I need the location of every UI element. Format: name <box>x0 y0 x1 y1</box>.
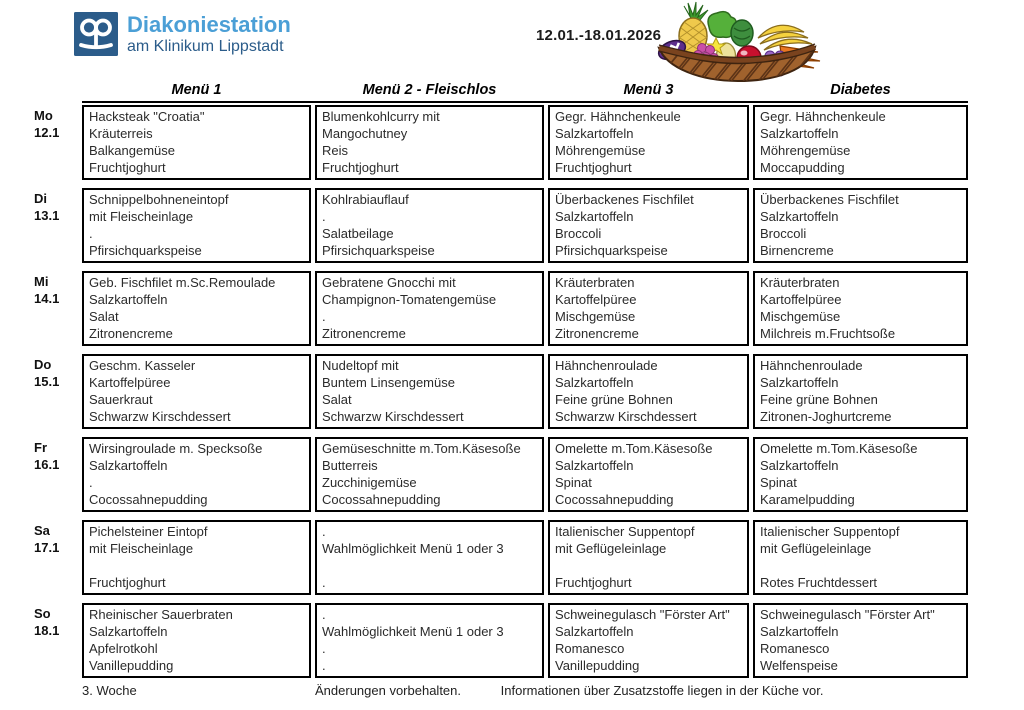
menu-item-line <box>89 557 305 574</box>
menu-item-line: Zitronencreme <box>322 326 406 341</box>
menu-cell <box>548 603 749 678</box>
day-label <box>34 188 78 263</box>
menu-item-line: Salat <box>89 309 119 324</box>
menu-item-line: Gebratene Gnocchi mit <box>322 275 456 290</box>
menu-item-line: Salzkartoffeln <box>760 458 839 473</box>
column-header-menu-3: Menü 3 <box>623 82 674 98</box>
menu-item-line: Zitronencreme <box>555 326 639 341</box>
menu-item-line: Schweinegulasch "Förster Art" <box>555 607 730 622</box>
menu-item-line: . <box>322 641 326 656</box>
fruit-basket-image <box>654 0 822 82</box>
menu-item-line: Überbackenes Fischfilet <box>760 192 899 207</box>
menu-cell <box>315 188 544 263</box>
menu-item-line: Milchreis m.Fruchtsoße <box>760 326 896 341</box>
column-header-diabetes: Diabetes <box>830 82 891 98</box>
note-changes: Änderungen vorbehalten. <box>315 683 462 698</box>
menu-item-line: Sauerkraut <box>89 392 153 407</box>
menu-item-line: Gegr. Hähnchenkeule <box>555 109 681 124</box>
logo <box>74 12 291 56</box>
menu-item-line: Salzkartoffeln <box>760 209 839 224</box>
menu-cell <box>315 603 544 678</box>
menu-item-line: Italienischer Suppentopf <box>760 524 900 539</box>
day-date: 14.1 <box>34 291 60 306</box>
menu-item-line <box>555 557 743 574</box>
menu-item-line: . <box>89 475 93 490</box>
menu-item-line: Butterreis <box>322 458 378 473</box>
menu-item-line: Salzkartoffeln <box>89 292 168 307</box>
menu-grid-body <box>34 105 968 678</box>
menu-item-line: Zitronen-Joghurtcreme <box>760 409 892 424</box>
day-label <box>34 271 78 346</box>
menu-item-line: Salzkartoffeln <box>760 126 839 141</box>
menu-item-line: . <box>322 524 326 539</box>
day-date: 15.1 <box>34 374 60 389</box>
menu-item-line: Schwarzw Kirschdessert <box>555 409 697 424</box>
logo-title: Diakoniestation <box>127 12 291 37</box>
menu-item-line: Rotes Fruchtdessert <box>760 575 878 590</box>
menu-item-line: Salatbeilage <box>322 226 394 241</box>
menu-item-line: Romanesco <box>760 641 830 656</box>
menu-cell <box>548 437 749 512</box>
menu-item-line: Vanillepudding <box>89 658 174 673</box>
menu-item-line: Omelette m.Tom.Käsesoße <box>760 441 918 456</box>
menu-item-line: Cocossahnepudding <box>322 492 441 507</box>
menu-item-line: Hacksteak "Croatia" <box>89 109 205 124</box>
menu-item-line: Möhrengemüse <box>555 143 646 158</box>
day-abbr: Sa <box>34 523 50 538</box>
menu-table <box>34 82 968 699</box>
menu-item-line <box>760 557 962 574</box>
menu-cell <box>82 354 311 429</box>
menu-cell <box>548 354 749 429</box>
menu-item-line: mit Geflügeleinlage <box>760 541 872 556</box>
menu-item-line: Omelette m.Tom.Käsesoße <box>555 441 713 456</box>
logo-text <box>127 12 291 56</box>
menu-item-line: Salzkartoffeln <box>555 375 634 390</box>
menu-item-line: Kräuterbraten <box>760 275 840 290</box>
column-header-menu-1: Menü 1 <box>171 82 222 98</box>
menu-item-line: Birnencreme <box>760 243 834 258</box>
footer-notes <box>315 683 968 699</box>
menu-item-line: . <box>322 309 326 324</box>
menu-cell <box>82 188 311 263</box>
menu-item-line: Pfirsichquarkspeise <box>555 243 668 258</box>
menu-item-line: Schnippelbohneneintopf <box>89 192 229 207</box>
menu-item-line: Broccoli <box>555 226 602 241</box>
menu-cell <box>82 520 311 595</box>
menu-item-line: Salzkartoffeln <box>555 209 634 224</box>
menu-item-line: Fruchtjoghurt <box>89 575 166 590</box>
menu-item-line: Salzkartoffeln <box>89 458 168 473</box>
menu-item-line: Zitronencreme <box>89 326 173 341</box>
menu-item-line: Apfelrotkohl <box>89 641 158 656</box>
menu-cell <box>315 271 544 346</box>
menu-item-line: Spinat <box>760 475 797 490</box>
day-abbr: Do <box>34 357 52 372</box>
menu-item-line: Kräuterreis <box>89 126 153 141</box>
day-label <box>34 520 78 595</box>
menu-item-line: Kartoffelpüree <box>760 292 842 307</box>
menu-item-line: Pfirsichquarkspeise <box>322 243 435 258</box>
menu-item-line: Geb. Fischfilet m.Sc.Remoulade <box>89 275 276 290</box>
day-date: 17.1 <box>34 540 60 555</box>
menu-item-line: Schwarzw Kirschdessert <box>89 409 231 424</box>
menu-item-line: Kräuterbraten <box>555 275 635 290</box>
menu-cell <box>753 437 968 512</box>
menu-item-line: Kartoffelpüree <box>89 375 171 390</box>
menu-cell <box>315 437 544 512</box>
note-additives: Informationen über Zusatzstoffe liegen in der Küche vor. <box>500 683 824 698</box>
menu-cell <box>548 271 749 346</box>
menu-cell <box>82 105 311 180</box>
day-date: 13.1 <box>34 208 60 223</box>
menu-cell <box>548 105 749 180</box>
menu-item-line: Cocossahnepudding <box>555 492 674 507</box>
menu-cell <box>82 271 311 346</box>
menu-item-line: . <box>89 226 93 241</box>
day-date: 12.1 <box>34 125 60 140</box>
menu-item-line: Salzkartoffeln <box>760 375 839 390</box>
day-label <box>34 105 78 180</box>
menu-item-line: mit Fleischeinlage <box>89 209 194 224</box>
date-range: 12.01.-18.01.2026 <box>536 27 662 44</box>
header-spacer <box>34 82 78 101</box>
week-label: 3. Woche <box>82 683 137 698</box>
menu-item-line: Fruchtjoghurt <box>89 160 166 175</box>
menu-item-line: Wahlmöglichkeit Menü 1 oder 3 <box>322 541 504 556</box>
menu-cell <box>753 271 968 346</box>
menu-item-line: Pfirsichquarkspeise <box>89 243 202 258</box>
kronenkreuz-icon <box>74 12 118 56</box>
menu-item-line: mit Fleischeinlage <box>89 541 194 556</box>
day-abbr: Mi <box>34 274 49 289</box>
menu-item-line: Salzkartoffeln <box>760 624 839 639</box>
menu-cell <box>82 603 311 678</box>
menu-cell <box>753 603 968 678</box>
menu-item-line: Wirsingroulade m. Specksoße <box>89 441 263 456</box>
menu-cell <box>753 354 968 429</box>
menu-cell <box>548 520 749 595</box>
menu-item-line: Balkangemüse <box>89 143 175 158</box>
menu-item-line: Nudeltopf mit <box>322 358 399 373</box>
menu-item-line: Geschm. Kasseler <box>89 358 196 373</box>
menu-item-line: Gegr. Hähnchenkeule <box>760 109 886 124</box>
menu-item-line: Feine grüne Bohnen <box>555 392 673 407</box>
menu-item-line: Broccoli <box>760 226 807 241</box>
day-label <box>34 437 78 512</box>
menu-item-line: Reis <box>322 143 349 158</box>
menu-item-line: Spinat <box>555 475 592 490</box>
day-label <box>34 603 78 678</box>
menu-item-line: Vanillepudding <box>555 658 640 673</box>
menu-item-line: Salzkartoffeln <box>555 458 634 473</box>
menu-item-line: Rheinischer Sauerbraten <box>89 607 233 622</box>
menu-item-line: mit Geflügeleinlage <box>555 541 667 556</box>
menu-item-line: . <box>322 209 326 224</box>
day-abbr: Fr <box>34 440 47 455</box>
menu-item-line: Romanesco <box>555 641 625 656</box>
menu-item-line: Wahlmöglichkeit Menü 1 oder 3 <box>322 624 504 639</box>
menu-cell <box>315 105 544 180</box>
menu-item-line: Mangochutney <box>322 126 408 141</box>
menu-item-line: Hähnchenroulade <box>760 358 863 373</box>
menu-cell <box>315 520 544 595</box>
day-date: 18.1 <box>34 623 60 638</box>
menu-item-line: Welfenspeise <box>760 658 838 673</box>
menu-item-line: Gemüseschnitte m.Tom.Käsesoße <box>322 441 521 456</box>
menu-item-line: Fruchtjoghurt <box>555 160 632 175</box>
logo-subtitle: am Klinikum Lippstadt <box>127 38 284 55</box>
header-rule <box>82 101 968 103</box>
menu-item-line: Salzkartoffeln <box>89 624 168 639</box>
menu-item-line: . <box>322 658 326 673</box>
day-abbr: So <box>34 606 51 621</box>
menu-item-line: Fruchtjoghurt <box>322 160 399 175</box>
menu-item-line: Champignon-Tomatengemüse <box>322 292 497 307</box>
menu-item-line: Mischgemüse <box>760 309 841 324</box>
menu-item-line: Feine grüne Bohnen <box>760 392 878 407</box>
day-date: 16.1 <box>34 457 60 472</box>
menu-item-line: Salzkartoffeln <box>555 624 634 639</box>
menu-item-line: Möhrengemüse <box>760 143 851 158</box>
menu-item-line: . <box>322 575 326 590</box>
menu-cell <box>753 188 968 263</box>
menu-cell <box>548 188 749 263</box>
column-headers <box>34 82 968 101</box>
column-header-menu-2: Menü 2 - Fleischlos <box>362 82 497 98</box>
menu-item-line: Überbackenes Fischfilet <box>555 192 694 207</box>
menu-item-line <box>322 557 538 574</box>
menu-item-line: Blumenkohlcurry mit <box>322 109 440 124</box>
artichoke <box>731 20 753 46</box>
menu-item-line: Mischgemüse <box>555 309 636 324</box>
footer <box>34 683 968 699</box>
menu-item-line: Zucchinigemüse <box>322 475 417 490</box>
day-label <box>34 354 78 429</box>
menu-item-line: Salzkartoffeln <box>555 126 634 141</box>
menu-item-line: Italienischer Suppentopf <box>555 524 695 539</box>
menu-cell <box>315 354 544 429</box>
menu-item-line: Cocossahnepudding <box>89 492 208 507</box>
menu-item-line: Hähnchenroulade <box>555 358 658 373</box>
menu-item-line: Schweinegulasch "Förster Art" <box>760 607 935 622</box>
menu-item-line: Karamelpudding <box>760 492 855 507</box>
menu-cell <box>82 437 311 512</box>
menu-item-line: Kartoffelpüree <box>555 292 637 307</box>
menu-item-line: Buntem Linsengemüse <box>322 375 455 390</box>
menu-cell <box>753 520 968 595</box>
day-abbr: Di <box>34 191 47 206</box>
menu-item-line: Schwarzw Kirschdessert <box>322 409 464 424</box>
menu-item-line: . <box>322 607 326 622</box>
day-abbr: Mo <box>34 108 53 123</box>
menu-cell <box>753 105 968 180</box>
menu-item-line: Moccapudding <box>760 160 845 175</box>
menu-item-line: Pichelsteiner Eintopf <box>89 524 208 539</box>
menu-item-line: Fruchtjoghurt <box>555 575 632 590</box>
menu-item-line: Kohlrabiauflauf <box>322 192 409 207</box>
menu-item-line: Salat <box>322 392 352 407</box>
